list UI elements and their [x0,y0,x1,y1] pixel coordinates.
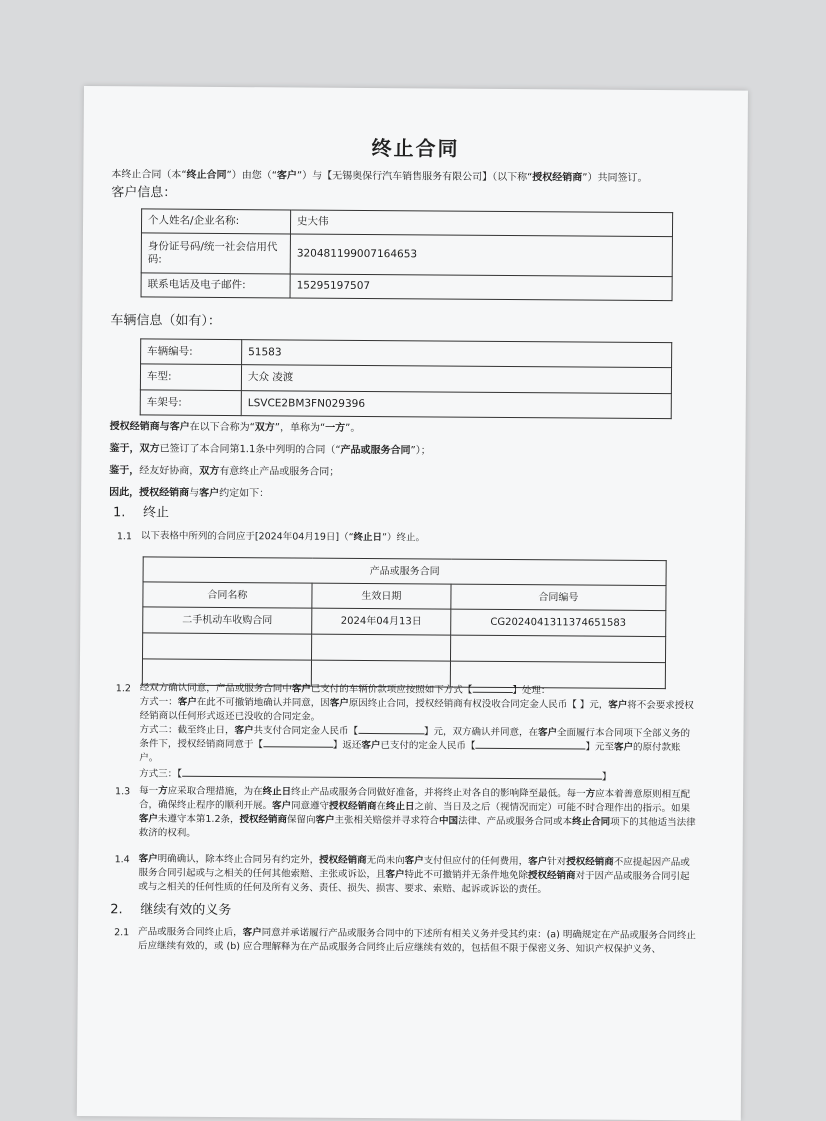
document-page [77,86,748,1121]
clause-text: 】元，双方确认并同意，在 [424,726,539,739]
clause-1-2-method-2 [139,723,699,769]
clause-bold: 终止日 [262,786,292,798]
pc-cell [311,634,450,661]
clause-text: 将不会要求授权经销商以任何形式返还已没收的合同定金。 [139,699,694,723]
clause-text: 已支付的定金人民币【 [380,740,476,752]
customer-label: 联系电话及电子邮件: [141,273,290,298]
recital-whereas-1 [109,442,430,458]
vehicle-row [141,339,672,368]
intro-text: ”）共同签订。 [582,172,648,184]
clause-text: 经双方确认同意，产品或服务合同中 [139,682,292,695]
vehicle-label: 车辆编号: [141,339,242,365]
pc-cell: CG2024041311374651583 [451,609,666,637]
vehicle-value: 51583 [242,340,672,368]
pc-header: 生效日期 [312,583,451,609]
recital-text: 约定如下： [219,487,270,500]
intro-text: 本终止合同（本“ [111,169,187,181]
customer-info-table [141,208,674,301]
recital-bold: 双方 [199,465,220,477]
recital-text: 在以下合称为“ [189,421,255,434]
clause-1-2 [139,681,700,785]
clause-text: 应本着善意原则相互配合，确保终止程序的顺利开展。 [138,788,691,812]
clause-text: 明确确认，除本终止合同另有约定外， [157,853,320,866]
pc-header: 合同编号 [451,584,666,611]
clause-bold: 客户 [291,683,311,695]
recital-bold: 一方 [325,422,346,434]
clause-bold: 授权经销商 [319,854,367,866]
clause-text: 无尚未向 [366,854,405,867]
clause-bold: 客户 [138,853,158,865]
clause-text: 特此不可撤销并无条件地免除 [404,869,529,882]
clause-bold: 客户 [613,741,634,753]
clause-text: 在此不可撤销地确认并同意，因 [196,696,330,709]
intro-text: ”）由您（“ [226,169,277,182]
recital-bold: 与 [159,421,170,433]
pc-caption-row [143,557,666,586]
clause-text: 方式二：截至终止日， [139,724,235,737]
clause-text: 之前、当日及之后（视情况而定）可能不时合理作出的指示。如果 [414,801,691,815]
clause-text: 的原付款账户。 [139,741,681,764]
intro-bold: 授权经销商 [532,172,583,184]
customer-value: 史大伟 [290,210,672,237]
clause-1-2-number: 1.2 [115,683,131,695]
clause-text: 对于因产品或服务合同引起或与之相关的任何性质的任何及所有义务、责任、损失、损害、要求、索赔、起诉或诉讼的责任。 [138,870,690,896]
section-1-number: 1. [112,505,126,521]
recital-bold: 鉴于， [109,465,140,477]
clause-1-3 [139,784,699,844]
clause-1-2-method-3 [139,767,699,785]
clause-bold: 方 [158,785,168,797]
recital-bold: 双方 [254,422,275,434]
pc-cell: 二手机动车收购合同 [143,607,312,634]
clause-text: 支付但应付的任何费用， [423,855,529,868]
clause-text: 】返还 [332,739,362,751]
recital-text: 与 [189,487,200,499]
clause-text: 主张相关赔偿并寻求符合 [334,814,440,827]
customer-value: 15295197507 [290,274,672,301]
recital-text: ”）； [410,445,431,457]
clause-bold: 授权经销商 [328,800,377,813]
clause-text: 同意遵守 [290,800,330,812]
clause-text: 已支付的车辆价款项应按照如下方式【 [310,683,473,696]
product-service-contract-table [142,556,667,689]
clause-bold: 授权经销商 [566,856,614,868]
clause-text: 项下的其他适当法律救济的权利。 [138,816,696,839]
recital-text: 已签订了本合同第1.1条中列明的合同（“ [159,443,341,456]
clause-bold: 授权经销商 [528,870,576,882]
section-2-number: 2. [110,902,123,918]
section-2-title: 继续有效的义务 [140,902,232,919]
pc-row [143,607,666,637]
clause-bold: 客户 [608,699,628,711]
recital-therefore [109,486,269,501]
clause-bold: 客户 [177,696,197,708]
vehicle-value: LSVCE2BM3FN029396 [241,391,671,419]
clause-text: 】处理： [512,685,551,697]
recital-bold: 鉴于， [109,443,140,455]
customer-row [141,209,672,237]
intro-text: ”）与【无锡奥保行汽车销售服务有限公司】（以下称“ [296,170,533,184]
intro-bold: 终止合同 [186,169,227,181]
pc-cell: 2024年04月13日 [312,608,451,635]
vehicle-info-table [140,338,673,419]
clause-text: 原因终止合同，授权经销商有权没收合同定金人民币【 】元， [348,697,609,711]
clause-bold: 授权经销商 [239,814,288,826]
pc-cell [143,633,312,660]
clause-bold: 客户 [404,855,424,867]
clause-text: 终止产品或服务合同做好准备，并将终止对各自的影响降至最低。每一 [291,786,586,800]
intro-bold: 客户 [276,170,297,182]
clause-1-1-number: 1.1 [116,531,133,543]
clause-text: 产品或服务合同终止后， [138,926,243,939]
clause-text: 法律、产品或服务合同或本 [458,815,573,828]
customer-row [141,273,672,301]
clause-text: 全面履行本合同项下全部义务的条件下，授权经销商同意于【 [139,727,691,751]
recital-bold: 授权经销商 [139,487,190,499]
pc-header-row [143,582,666,611]
blank-field [472,692,512,693]
clause-text: 】元至 [585,741,615,753]
blank-field [263,746,333,747]
clause-2-1-number: 2.1 [114,927,130,939]
clause-1-1 [141,529,701,547]
clause-bold: 方 [585,788,596,800]
customer-value: 320481199007164653 [290,234,672,277]
clause-bold: 中国 [439,815,459,827]
clause-bold: 终止合同 [572,816,611,828]
recital-text: ”。 [345,422,361,434]
vehicle-row [140,364,671,394]
clause-bold: 客户 [538,727,558,739]
clause-bold: 客户 [271,800,292,812]
pc-row [143,633,666,663]
clause-text: 方式一： [139,696,178,708]
clause-bold: 客户 [361,739,381,752]
clause-bold: 客户 [234,725,254,737]
recital-bold: 因此， [109,487,140,499]
recital-bold: 授权经销商 [109,421,160,433]
clause-bold: 客户 [138,813,158,825]
clause-bold: 客户 [329,697,349,709]
clause-1-4 [138,852,698,898]
pc-cell [450,635,665,663]
clause-text: 方式三：【 [139,768,183,780]
clause-text: 以下表格中所列的合同应于[2024年04月19日]（“ [140,530,354,543]
clause-text: 未遵守本第1.2条， [157,813,240,826]
recital-bold: 客户 [199,487,220,499]
clause-text: 保留向 [286,814,316,826]
clause-text: 共支付合同定金人民币【 [253,725,359,737]
clause-1-3-number: 1.3 [115,786,131,798]
vehicle-info-heading: 车辆信息（如有）： [110,313,221,329]
clause-1-4-number: 1.4 [114,854,130,866]
clause-text: 同意并承诺履行产品或服务合同中的下述所有相关义务并受其约束：(a) 明确规定在产品或服务合同终止后应继续有效的，或 (b) 应合理解释为在产品或服务合同终止后应继续有效的，包括但不限于保密义务、知识产权保护义务、 [137,927,696,956]
customer-label: 身份证号码/统一社会信用代码: [141,233,290,274]
clause-text: ”）终止。 [382,532,426,544]
clause-text: 】 [601,771,612,783]
recital-text: ”，单称为“ [274,422,326,434]
customer-row [141,233,672,277]
section-1-title: 终止 [142,505,170,521]
clause-bold: 终止日 [386,801,415,813]
clause-bold: 客户 [315,814,335,826]
customer-info-heading: 客户信息： [111,185,177,201]
blank-field [475,748,585,750]
recital-bold: 双方 [139,443,160,455]
clause-text: 针对 [547,856,567,868]
vehicle-label: 车型: [140,364,241,391]
recital-parties [110,420,361,436]
recital-bold: 客户 [169,421,190,433]
document-title: 终止合同 [371,136,460,161]
clause-2-1 [138,925,698,957]
clause-text: 应采取合理措施，为在 [167,785,263,798]
blank-field [182,776,602,780]
pc-header: 合同名称 [143,582,312,608]
clause-1-2-method-1 [140,695,700,727]
blank-field [358,733,424,734]
clause-bold: 客户 [242,927,262,939]
vehicle-value: 大众 凌渡 [241,365,671,394]
clause-bold: 客户 [385,869,405,881]
recital-whereas-2 [109,464,339,480]
recital-bold: 产品或服务合同 [340,444,411,457]
clause-text: 在 [376,801,387,813]
pc-caption: 产品或服务合同 [143,557,666,586]
vehicle-label: 车架号: [140,390,241,416]
intro-paragraph [111,168,731,185]
clause-bold: 客户 [528,856,548,868]
clause-text: 不应提起因产品或服务合同引起或与之相关的任何其他索赔、主张或诉讼，且 [138,856,690,881]
recital-text: 经友好协商， [139,465,200,477]
clause-bold: 终止日 [353,531,383,544]
vehicle-row [140,390,671,419]
recital-text: 有意终止产品或服务合同； [219,465,340,478]
clause-text: 每一 [139,785,159,797]
customer-label: 个人姓名/企业名称: [141,209,290,234]
